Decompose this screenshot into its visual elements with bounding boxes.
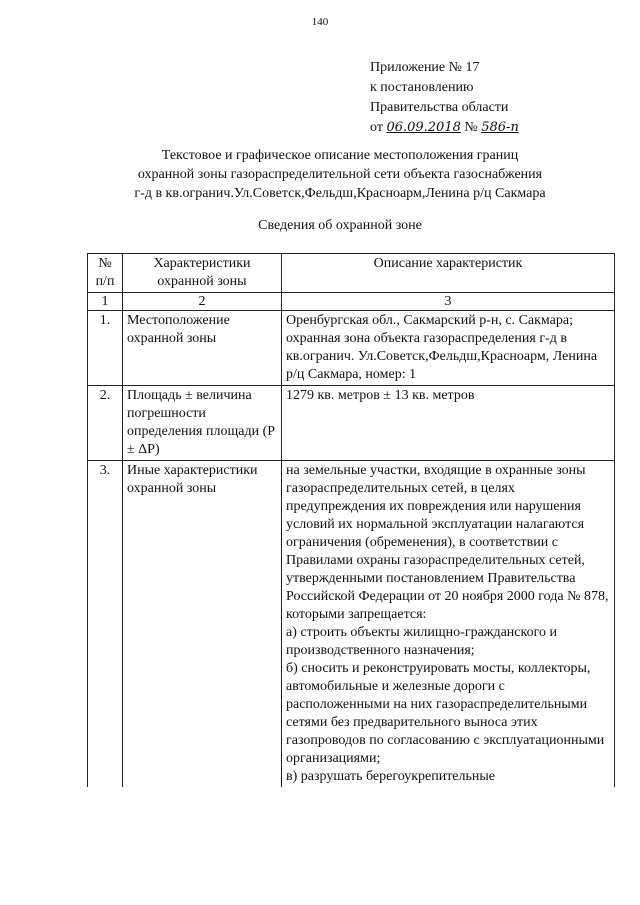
- row-description: на земельные участки, входящие в охранные зоны газораспределительных сетей, в целях предупреждения их повреждения или нарушения условий их нормальной эксплуатации налагаются ограничения (обременения), в соответствии с Правилами охраны газораспределительных сетей, утвержденными постановлением Правительства Российской Федерации от 20 ноября 2000 года № 878, которыми запрещается: а) строить объекты жилищно-гражданского и производственного назначения; б) сносить и реконструировать мосты, коллекторы, автомобильные и железные дороги с расположенными на них газораспределительными сетями без предварительного выноса этих газопроводов по согласованию с эксплуатационными организациями; в) разрушать берегоукрепительные: [282, 461, 615, 788]
- header-description: Описание характеристик: [282, 254, 615, 293]
- section-subtitle: Сведения об охранной зоне: [258, 218, 422, 233]
- row-description: 1279 кв. метров ± 13 кв. метров: [282, 386, 615, 461]
- appendix-line-2: к постановлению: [370, 80, 474, 95]
- date-prefix: от: [370, 120, 383, 135]
- header-characteristics: Характеристики охранной зоны: [123, 254, 282, 293]
- column-number: 1: [88, 293, 123, 311]
- title-line-2: охранной зоны газораспределительной сети объекта газоснабжения: [137, 167, 543, 182]
- column-number: 3: [282, 293, 615, 311]
- zone-table: [87, 253, 615, 787]
- row-characteristic: Площадь ± величина погрешности определения площади (P ± ΔP): [123, 386, 282, 461]
- page-number: 140: [311, 16, 329, 28]
- title-line-3: г-д в кв.огранич.Ул.Советск,Фельдш,Красноарм,Ленина р/ц Сакмара: [134, 186, 546, 201]
- row-characteristic: Местоположение охранной зоны: [123, 311, 282, 386]
- table-row: [88, 461, 615, 788]
- header-number: № п/п: [88, 254, 123, 293]
- row-characteristic: Иные характеристики охранной зоны: [123, 461, 282, 788]
- row-number: 2.: [88, 386, 123, 461]
- column-number-row: [88, 293, 615, 311]
- appendix-date-line: [370, 118, 519, 138]
- document-title: [60, 146, 620, 203]
- row-number: 1.: [88, 311, 123, 386]
- appendix-title: Приложение № 17: [370, 60, 480, 75]
- column-number: 2: [123, 293, 282, 311]
- table-row: [88, 311, 615, 386]
- title-line-1: Текстовое и графическое описание местоположения границ: [161, 148, 519, 163]
- row-number: 3.: [88, 461, 123, 788]
- row-description: Оренбургская обл., Сакмарский р-н, с. Сакмара; охранная зона объекта газораспределения г-д в кв.огранич. Ул.Советск,Фельдш,Красноарм, Ленина р/ц Сакмара, номер: 1: [282, 311, 615, 386]
- handwritten-number: 586-п: [481, 120, 519, 135]
- table-header-row: [88, 254, 615, 293]
- appendix-line-3: Правительства области: [370, 100, 509, 115]
- appendix-block: [370, 58, 519, 138]
- handwritten-date: 06.09.2018: [386, 120, 461, 135]
- table-row: [88, 386, 615, 461]
- number-prefix: №: [464, 120, 478, 135]
